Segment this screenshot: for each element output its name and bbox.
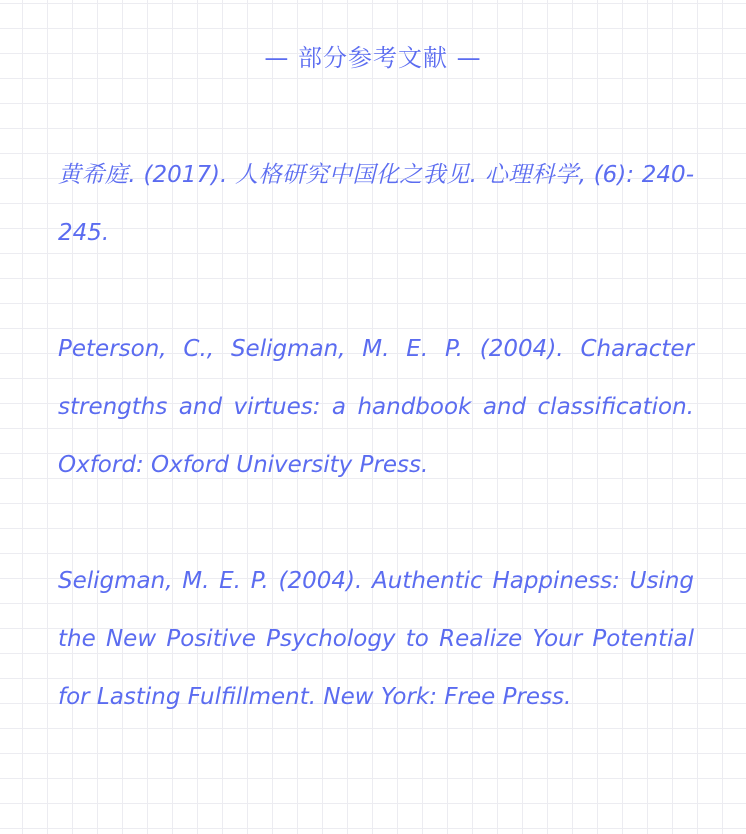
reference-item: Seligman, M. E. P. (2004). Authentic Happiness: Using the New Positive Psychology to Realize Your Potential for Lasting Fulfillment. New York: Free Press.: [58, 568, 694, 710]
reference-item: Peterson, C., Seligman, M. E. P. (2004). Character strengths and virtues: a handbook and classification. Oxford: Oxford University Press.: [58, 336, 694, 478]
reference-list: [58, 146, 694, 726]
section-title: — 部分参考文献 —: [264, 44, 482, 72]
reference-item: 黄希庭. (2017). 人格研究中国化之我见. 心理科学, (6): 240-245.: [58, 162, 694, 246]
